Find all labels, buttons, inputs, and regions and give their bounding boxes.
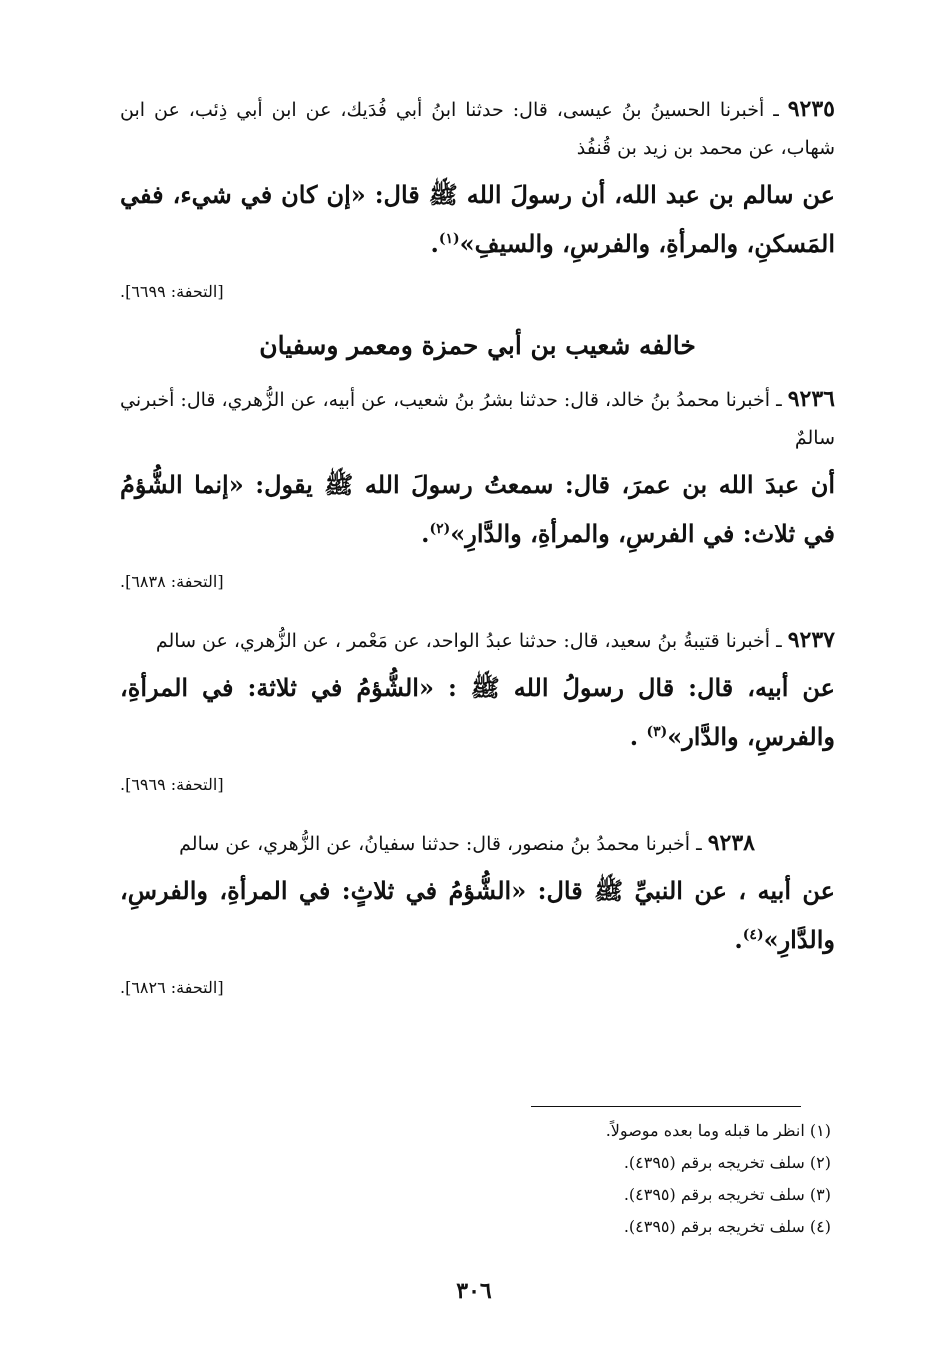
page-body bbox=[120, 90, 835, 1027]
hadith-9238-isnad bbox=[120, 824, 835, 863]
matn-text: عن أبيه ، عن النبيِّ ﷺ قال: «الشُّؤمُ في ثلاثٍ: في المرأةِ، والفرسِ، والدَّارِ» bbox=[120, 876, 835, 954]
footnote-divider bbox=[531, 1106, 801, 1107]
footnote-4: (٤) سلف تخريجه برقم (٤٣٩٥). bbox=[623, 1217, 831, 1236]
footnote-marker: (٤) bbox=[742, 927, 764, 943]
hadith-9237-isnad bbox=[120, 621, 835, 660]
hadith-9236-matn bbox=[120, 463, 835, 556]
hadith-9238-matn bbox=[120, 869, 835, 962]
footnote-1: (١) انظر ما قبله وما بعده موصولاً. bbox=[605, 1121, 831, 1140]
footnote-marker: (٢) bbox=[429, 521, 451, 537]
matn-text: عن أبيه، قال: قال رسولُ الله ﷺ : «الشُّؤمُ في ثلاثة: في المرأةِ، والفرسِ، والدَّار» bbox=[120, 673, 835, 751]
tuhfa-reference: [التحفة: ٦٨٢٦]. bbox=[120, 978, 224, 997]
isnad-text: ـ أخبرنا محمدُ بنُ خالد، قال: حدثنا بشرُ بنُ شعيب، عن أبيه، عن الزُّهري، قال: أخبرني سالمٌ bbox=[120, 389, 835, 449]
isnad-text: ـ أخبرنا محمدُ بنُ منصور، قال: حدثنا سفيانُ، عن الزُّهري، عن سالم bbox=[179, 833, 708, 855]
hadith-number: ٩٢٣٨ bbox=[707, 830, 755, 856]
section-heading: خالفه شعيب بن أبي حمزة ومعمر وسفيان bbox=[259, 331, 696, 360]
hadith-9235-matn bbox=[120, 173, 835, 266]
matn-text: عن سالم بن عبد الله، أن رسولَ الله ﷺ قال: «إن كان في شيء، ففي المَسكنِ، والمرأةِ، والفرسِ، والسيفِ» bbox=[120, 180, 835, 258]
matn-tail: . bbox=[430, 229, 439, 258]
matn-tail: . bbox=[629, 722, 647, 751]
hadith-9237-matn bbox=[120, 666, 835, 759]
footnotes bbox=[531, 1106, 831, 1243]
footnote-marker: (٣) bbox=[646, 724, 668, 740]
tuhfa-reference: [التحفة: ٦٨٣٨]. bbox=[120, 572, 224, 591]
hadith-9235-isnad bbox=[120, 90, 835, 167]
hadith-number: ٩٢٣٦ bbox=[787, 386, 835, 412]
page-number: ٣٠٦ bbox=[456, 1278, 492, 1304]
isnad-text: ـ أخبرنا الحسينُ بنُ عيسى، قال: حدثنا ابنُ أبي فُدَيك، عن ابن أبي ذِئب، عن ابن شهاب، عن محمد بن زيد بن قُنفُذ bbox=[120, 99, 835, 159]
matn-text: أن عبدَ الله بن عمرَ، قال: سمعتُ رسولَ الله ﷺ يقول: «إنما الشُّؤمُ في ثلاث: في الفرسِ، والمرأةِ، والدَّارِ» bbox=[120, 470, 835, 548]
tuhfa-reference: [التحفة: ٦٦٩٩]. bbox=[120, 282, 224, 301]
isnad-text: ـ أخبرنا قتيبةُ بنُ سعيد، قال: حدثنا عبدُ الواحد، عن مَعْمر ، عن الزُّهري، عن سالم bbox=[155, 630, 788, 652]
tuhfa-reference: [التحفة: ٦٩٦٩]. bbox=[120, 775, 224, 794]
footnote-marker: (١) bbox=[438, 231, 460, 247]
footnote-2: (٢) سلف تخريجه برقم (٤٣٩٥). bbox=[623, 1153, 831, 1172]
matn-tail: . bbox=[421, 519, 430, 548]
hadith-number: ٩٢٣٥ bbox=[787, 96, 835, 122]
matn-tail: . bbox=[734, 925, 743, 954]
hadith-number: ٩٢٣٧ bbox=[787, 627, 835, 653]
hadith-9236-isnad bbox=[120, 380, 835, 457]
footnote-3: (٣) سلف تخريجه برقم (٤٣٩٥). bbox=[623, 1185, 831, 1204]
